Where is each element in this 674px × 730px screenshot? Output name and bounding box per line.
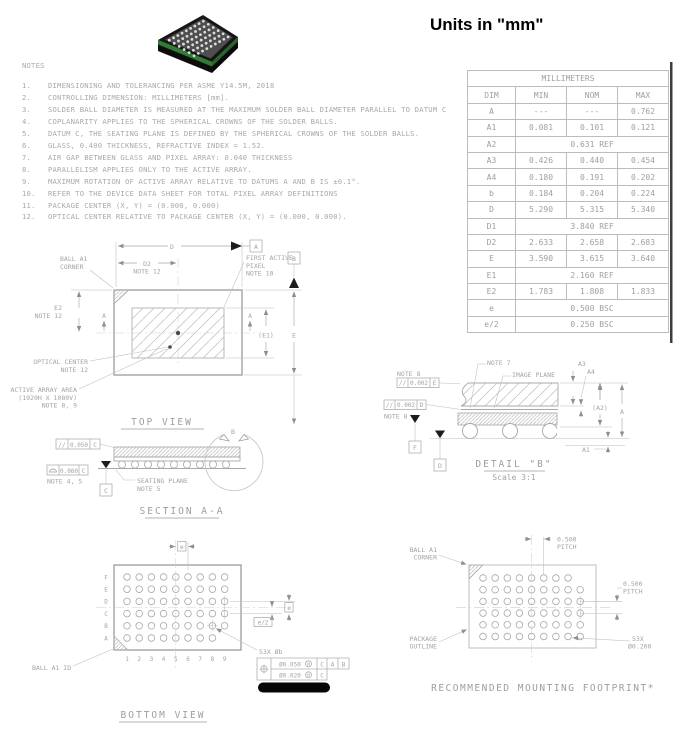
note-item: 1. DIMENSIONING AND TOLERANCING PER ASME Y14.5M, 2018 bbox=[22, 81, 275, 90]
note-item: 5. DATUM C, THE SEATING PLANE IS DEFINED BY THE SPHERICAL CROWNS OF THE SOLDER BALLS. bbox=[22, 128, 420, 138]
section-substrate bbox=[114, 457, 240, 461]
table-row: D2 2.633 2.658 2.683 bbox=[468, 234, 669, 250]
svg-text:NOTE 4, 5: NOTE 4, 5 bbox=[47, 477, 83, 486]
svg-text:1: 1 bbox=[125, 656, 129, 663]
detail-b-scale: Scale 3:1 bbox=[492, 473, 536, 482]
svg-text://: // bbox=[385, 402, 394, 410]
dim-d bbox=[116, 240, 262, 287]
table-header-row: DIM MIN NOM MAX bbox=[468, 87, 669, 103]
svg-text:e: e bbox=[287, 605, 291, 612]
svg-text:B: B bbox=[104, 623, 108, 631]
svg-text:A: A bbox=[104, 635, 108, 643]
svg-text:NOTE 10: NOTE 10 bbox=[246, 269, 274, 278]
svg-text:C: C bbox=[104, 610, 108, 618]
svg-text:PITCH: PITCH bbox=[623, 587, 643, 596]
svg-text:NOTE 8: NOTE 8 bbox=[384, 412, 408, 421]
position-fcf bbox=[257, 658, 349, 680]
note-item: 9. MAXIMUM ROTATION OF ACTIVE ARRAY RELATIVE TO DATUMS A AND B IS ±0.1°. bbox=[22, 176, 361, 186]
svg-text:CORNER: CORNER bbox=[413, 553, 437, 562]
svg-text:E: E bbox=[104, 586, 108, 594]
datum-a-label: A bbox=[254, 242, 258, 251]
ball-a1-id-mark bbox=[114, 636, 128, 650]
svg-text:PACKAGE: PACKAGE bbox=[409, 635, 437, 643]
notes-block bbox=[22, 61, 446, 223]
footprint-title: RECOMMENDED MOUNTING FOOTPRINT* bbox=[431, 683, 655, 694]
datum-d-arrow bbox=[435, 431, 445, 439]
dim-e bbox=[244, 290, 302, 424]
table-title-row: MILLIMETERS bbox=[468, 71, 669, 87]
top-view bbox=[10, 240, 302, 429]
row-labels bbox=[104, 574, 108, 642]
datum-c-arrow bbox=[101, 461, 111, 468]
svg-text:NOTE 8: NOTE 8 bbox=[397, 370, 421, 378]
dimension-table bbox=[467, 70, 669, 333]
coplanarity-symbol-icon bbox=[50, 469, 57, 472]
svg-text://: // bbox=[398, 380, 407, 388]
detail-fcf-top bbox=[397, 370, 460, 388]
svg-text:2: 2 bbox=[137, 656, 142, 663]
table-row: e 0.500 BSC bbox=[468, 300, 669, 316]
svg-text:D: D bbox=[419, 402, 424, 410]
bottom-view bbox=[32, 540, 349, 722]
table-row: D 5.290 5.315 5.340 bbox=[468, 202, 669, 218]
svg-text:0.500: 0.500 bbox=[623, 580, 643, 588]
ball-diameter-callout bbox=[207, 620, 283, 656]
top-view-title: TOP VIEW bbox=[131, 417, 193, 428]
detail-b bbox=[384, 359, 630, 482]
svg-text:OPTICAL CENTER: OPTICAL CENTER bbox=[33, 358, 88, 366]
col-labels bbox=[125, 656, 227, 663]
svg-text:BALL A1: BALL A1 bbox=[60, 255, 88, 263]
svg-text:A: A bbox=[248, 313, 252, 320]
notes-list bbox=[22, 80, 446, 223]
svg-text:NOTE 12: NOTE 12 bbox=[60, 366, 88, 374]
datum-c-label: C bbox=[104, 486, 108, 495]
table-row: E2 1.783 1.808 1.833 bbox=[468, 284, 669, 300]
section-aa bbox=[47, 428, 263, 518]
table-row: A4 0.180 0.191 0.202 bbox=[468, 169, 669, 185]
svg-text:NOTE 7: NOTE 7 bbox=[487, 359, 511, 367]
note-item: 10. REFER TO THE DEVICE DATA SHEET FOR TOTAL PIXEL ARRAY DEFINITIONS bbox=[22, 188, 338, 198]
svg-text:A3: A3 bbox=[578, 360, 586, 368]
svg-text:7: 7 bbox=[198, 656, 203, 663]
svg-text:NOTE 12: NOTE 12 bbox=[34, 312, 62, 320]
detail-substrate bbox=[458, 413, 557, 425]
svg-text:e/2: e/2 bbox=[257, 619, 269, 627]
table-row: e/2 0.250 BSC bbox=[468, 316, 669, 332]
section-glass-slab bbox=[114, 447, 240, 457]
svg-text:D: D bbox=[104, 598, 108, 606]
svg-text:SEATING PLANE: SEATING PLANE bbox=[137, 477, 188, 485]
datum-f-label: F bbox=[413, 443, 417, 452]
svg-text:NOTE 12: NOTE 12 bbox=[133, 267, 161, 276]
svg-text://: // bbox=[58, 441, 66, 449]
svg-text:8: 8 bbox=[210, 656, 215, 663]
note-item: 11. PACKAGE CENTER (X, Y) = (0.000, 0.000) bbox=[22, 200, 221, 210]
svg-text:BALL A1: BALL A1 bbox=[409, 546, 437, 554]
svg-text:6: 6 bbox=[186, 656, 190, 663]
pitch-dims-right bbox=[225, 594, 295, 627]
svg-text:4: 4 bbox=[161, 656, 166, 663]
svg-text:A4: A4 bbox=[587, 368, 595, 376]
redacted-marking bbox=[258, 683, 330, 693]
table-row: A2 0.631 REF bbox=[468, 136, 669, 152]
parallelism-fcf bbox=[56, 439, 114, 449]
ball-a1-id-callout bbox=[32, 649, 113, 672]
svg-text:D2: D2 bbox=[143, 259, 151, 268]
svg-text:e: e bbox=[179, 544, 184, 551]
svg-text:3: 3 bbox=[149, 656, 154, 663]
detail-dims bbox=[560, 360, 628, 454]
dim-e2 bbox=[35, 290, 112, 332]
svg-text:E2: E2 bbox=[54, 304, 62, 312]
svg-text:OUTLINE: OUTLINE bbox=[409, 642, 437, 651]
svg-text:A1: A1 bbox=[582, 446, 590, 454]
coplanarity-fcf bbox=[47, 465, 88, 486]
svg-text:NOTE 8, 9: NOTE 8, 9 bbox=[41, 401, 77, 410]
svg-text:0.500: 0.500 bbox=[557, 535, 577, 544]
table-row: D1 3.840 REF bbox=[468, 218, 669, 234]
svg-text:IMAGE PLANE: IMAGE PLANE bbox=[512, 371, 556, 379]
footprint-a1-callout bbox=[410, 546, 467, 565]
note-item: 7. AIR GAP BETWEEN GLASS AND PIXEL ARRAY: 0.040 THICKNESS bbox=[22, 152, 293, 162]
detail-b-circle bbox=[205, 428, 263, 491]
datum-c bbox=[100, 461, 112, 496]
notes-heading: NOTES bbox=[22, 61, 45, 70]
svg-text:A: A bbox=[620, 408, 624, 416]
svg-text:BALL A1 ID: BALL A1 ID bbox=[32, 664, 72, 672]
note-item: 12. OPTICAL CENTER RELATIVE TO PACKAGE CENTER (X, Y) = (0.000, 0.000). bbox=[22, 212, 347, 222]
svg-text:M: M bbox=[307, 672, 310, 678]
table-row: A3 0.426 0.440 0.454 bbox=[468, 152, 669, 168]
svg-text:D: D bbox=[170, 243, 174, 251]
dim-d2 bbox=[118, 260, 176, 276]
ball-a1-corner-mark bbox=[114, 290, 129, 304]
svg-text:A: A bbox=[102, 313, 106, 320]
datum-d bbox=[434, 431, 446, 472]
svg-text:PITCH: PITCH bbox=[557, 543, 577, 551]
svg-text:0.002: 0.002 bbox=[396, 402, 416, 410]
section-aa-title: SECTION A-A bbox=[139, 506, 225, 517]
svg-text:C: C bbox=[81, 467, 86, 475]
table-row: E 3.590 3.615 3.640 bbox=[468, 251, 669, 267]
datum-b-label: B bbox=[292, 254, 296, 263]
svg-text:FIRST ACTIVE: FIRST ACTIVE bbox=[246, 254, 293, 262]
datum-a-arrow bbox=[231, 242, 242, 251]
note-item: 8. PARALLELISM APPLIES ONLY TO THE ACTIVE ARRAY. bbox=[22, 164, 252, 174]
footprint-a1-corner-mark bbox=[469, 565, 483, 579]
datum-f bbox=[409, 415, 421, 453]
table-row: A1 0.081 0.101 0.121 bbox=[468, 120, 669, 136]
detail-glass-slab bbox=[461, 383, 558, 406]
first-active-pixel-callout bbox=[224, 254, 293, 307]
svg-text:0.080: 0.080 bbox=[59, 467, 79, 475]
datum-f-arrow bbox=[410, 415, 420, 423]
svg-text:53X: 53X bbox=[632, 635, 644, 643]
svg-text:5: 5 bbox=[173, 656, 178, 663]
note-item: 2. CONTROLLING DIMENSION: MILLIMETERS [mm]. bbox=[22, 92, 230, 102]
section-solder-balls bbox=[118, 461, 229, 468]
svg-text:M: M bbox=[307, 661, 310, 667]
svg-text:0.050: 0.050 bbox=[69, 441, 89, 449]
table-row: A --- --- 0.762 bbox=[468, 103, 669, 119]
svg-text:B: B bbox=[341, 661, 346, 669]
svg-text:E: E bbox=[292, 331, 296, 340]
package-outline-callout bbox=[410, 630, 467, 651]
datum-b-arrow bbox=[289, 278, 299, 289]
detail-b-title: DETAIL "B" bbox=[475, 459, 553, 470]
svg-text:C: C bbox=[93, 441, 97, 449]
svg-text:53X Øb: 53X Øb bbox=[259, 648, 283, 656]
svg-text:9: 9 bbox=[222, 656, 227, 663]
note-item: 3. SOLDER BALL DIAMETER IS MEASURED AT THE MAXIMUM SOLDER BALL DIAMETER PARALLEL TO DATUM C bbox=[22, 104, 447, 114]
units-title: Units in "mm" bbox=[430, 15, 544, 34]
footprint-pitch-right bbox=[580, 580, 642, 621]
footprint-pitch-top bbox=[525, 536, 577, 575]
svg-text:F: F bbox=[104, 574, 108, 582]
bottom-view-title: BOTTOM VIEW bbox=[120, 710, 206, 721]
datum-d-label: D bbox=[438, 461, 442, 470]
pitch-dim-top bbox=[169, 542, 195, 571]
detail-b-letter: B bbox=[231, 428, 235, 436]
note-item: 6. GLASS, 0.400 THICKNESS, REFRACTIVE INDEX = 1.52. bbox=[22, 140, 266, 150]
svg-text:(1920H X 1080V): (1920H X 1080V) bbox=[18, 394, 77, 402]
svg-text:PIXEL: PIXEL bbox=[246, 262, 266, 270]
ball-a1-corner-callout bbox=[60, 255, 113, 288]
svg-text:ACTIVE ARRAY AREA: ACTIVE ARRAY AREA bbox=[10, 386, 77, 394]
position-symbol-icon bbox=[260, 665, 268, 673]
package-center-dot bbox=[168, 345, 172, 349]
svg-text:Ø0.200: Ø0.200 bbox=[628, 642, 652, 651]
svg-text:C: C bbox=[320, 672, 324, 680]
svg-text:NOTE 5: NOTE 5 bbox=[137, 485, 161, 493]
table-row: E1 2.160 REF bbox=[468, 267, 669, 283]
svg-text:(A2): (A2) bbox=[592, 404, 608, 412]
page-edge-line bbox=[670, 62, 673, 343]
svg-text:Ø0.050: Ø0.050 bbox=[279, 661, 301, 669]
note-item: 4. COPLANARITY APPLIES TO THE SPHERICAL CROWNS OF THE SOLDER BALLS. bbox=[22, 116, 338, 126]
detail-solder-balls bbox=[463, 424, 558, 439]
optical-center-dot bbox=[176, 331, 180, 335]
svg-text:0.002: 0.002 bbox=[409, 380, 429, 388]
svg-text:E: E bbox=[432, 380, 437, 388]
svg-text:CORNER: CORNER bbox=[60, 263, 84, 271]
mounting-footprint bbox=[410, 535, 655, 694]
detail-fcf-left bbox=[384, 400, 461, 421]
seating-plane-callout bbox=[116, 470, 188, 493]
svg-text:C: C bbox=[320, 661, 324, 669]
table-row: b 0.184 0.204 0.224 bbox=[468, 185, 669, 201]
svg-text:A: A bbox=[330, 661, 335, 669]
svg-text:Ø0.020: Ø0.020 bbox=[279, 672, 301, 680]
svg-text:(E1): (E1) bbox=[258, 331, 274, 340]
